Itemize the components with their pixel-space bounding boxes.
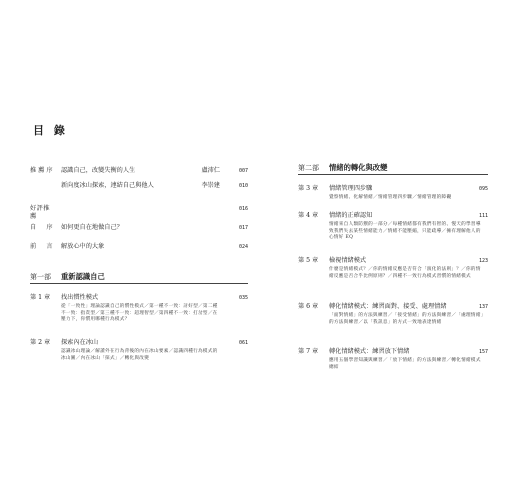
row-author: 李崇建 (201, 182, 220, 189)
part-label: 第一部 (30, 273, 51, 281)
page-number: 024 (238, 244, 248, 250)
row-author: 盧沛仁 (201, 167, 220, 174)
row-label: 前 言 (30, 243, 55, 250)
page-number: 137 (478, 304, 488, 310)
part-heading (298, 163, 488, 175)
chapter-label: 第 5 章 (298, 257, 319, 264)
row-label: 好評推薦 (30, 205, 51, 220)
row-title: 新向度冰山探索，連結自己與他人 (61, 182, 154, 189)
chapter-title: 轉化情緒模式：練習面對、接受、處理情緒 (329, 303, 447, 310)
row-label: 自 序 (30, 224, 55, 231)
chapter-description: 什麼是情緒模式？／你的情緒反應是否符合「演化的法則」？／你的情緒反應是否合乎比例原則？／四種不一致行為模式習慣的情緒模式 (329, 267, 481, 279)
chapter-title: 情緒的正確認知 (329, 212, 373, 219)
row-title: 如何更自在地做自己？ (61, 224, 123, 231)
part-heading (30, 272, 248, 284)
chapter-label: 第 4 章 (298, 212, 319, 219)
chapter-label: 第 2 章 (30, 339, 51, 346)
chapter-title: 情緒管理四步驟 (329, 185, 373, 192)
part-title: 情緒的轉化與改變 (329, 163, 388, 172)
row-title: 解放心中的大象 (61, 243, 105, 250)
chapter-title: 檢視情緒模式 (329, 257, 367, 264)
page-number: 157 (478, 349, 488, 355)
chapter-label: 第 6 章 (298, 303, 319, 310)
row-title: 認識自己，改變失衡的人生 (61, 167, 136, 174)
chapter-description: 從「一致性」理論認識自己的慣性模式／第一種不一致：討好型／第二種不一致：指責型／第三種不一致：超理智型／第四種不一致：打岔型／在壓力下，你慣用哪種行為模式？ (61, 304, 218, 323)
chapter-title: 探索內在冰山 (61, 339, 99, 346)
chapter-label: 第 7 章 (298, 348, 319, 355)
chapter-description: 認識冰山理論／解讀外在行為背後的內在冰山要素／認識四種行為模式的冰山圖／內在冰山「探式」／轉化與改變 (61, 349, 218, 361)
page-number: 095 (478, 186, 488, 192)
page-number: 061 (238, 340, 248, 346)
chapter-label: 第 1 章 (30, 294, 51, 301)
page-number: 017 (238, 225, 248, 231)
chapter-title: 轉化情緒模式：練習放下情緒 (329, 348, 410, 355)
part-label: 第二部 (298, 164, 319, 172)
page-number: 123 (478, 258, 488, 264)
row-label: 推薦序 (30, 167, 55, 174)
chapter-description: 「面對情緒」的方法與練習／「接受情緒」的方法與練習／「處理情緒」的方法與練習／以「我訊息」的方式一致地表達情緒 (329, 313, 484, 325)
chapter-label: 第 3 章 (298, 185, 319, 192)
page-number: 007 (238, 168, 248, 174)
part-title: 重新認識自己 (61, 272, 105, 281)
page-number: 035 (238, 295, 248, 301)
page-number: 111 (478, 213, 488, 219)
chapter-description: 情緒來自人類防禦的一部分／每種情緒都有我們有智的、慢天的學習導致我們失去某些情緒能力／情緒不能壓縮，只能疏導／擁有理解他人的心情好 EQ (329, 222, 481, 241)
page-title: 目 錄 (33, 124, 68, 137)
chapter-title: 找出慣性模式 (61, 294, 99, 301)
page-number: 010 (238, 183, 248, 189)
chapter-description: 應用五個學習知識與練習／「放下情緒」的方法與練習／轉化情緒模式總結 (329, 358, 481, 370)
chapter-description: 覺察情緒、化解情緒／情緒管理四步驟／情緒管理的障礙 (329, 195, 452, 200)
page-number: 016 (238, 206, 248, 212)
